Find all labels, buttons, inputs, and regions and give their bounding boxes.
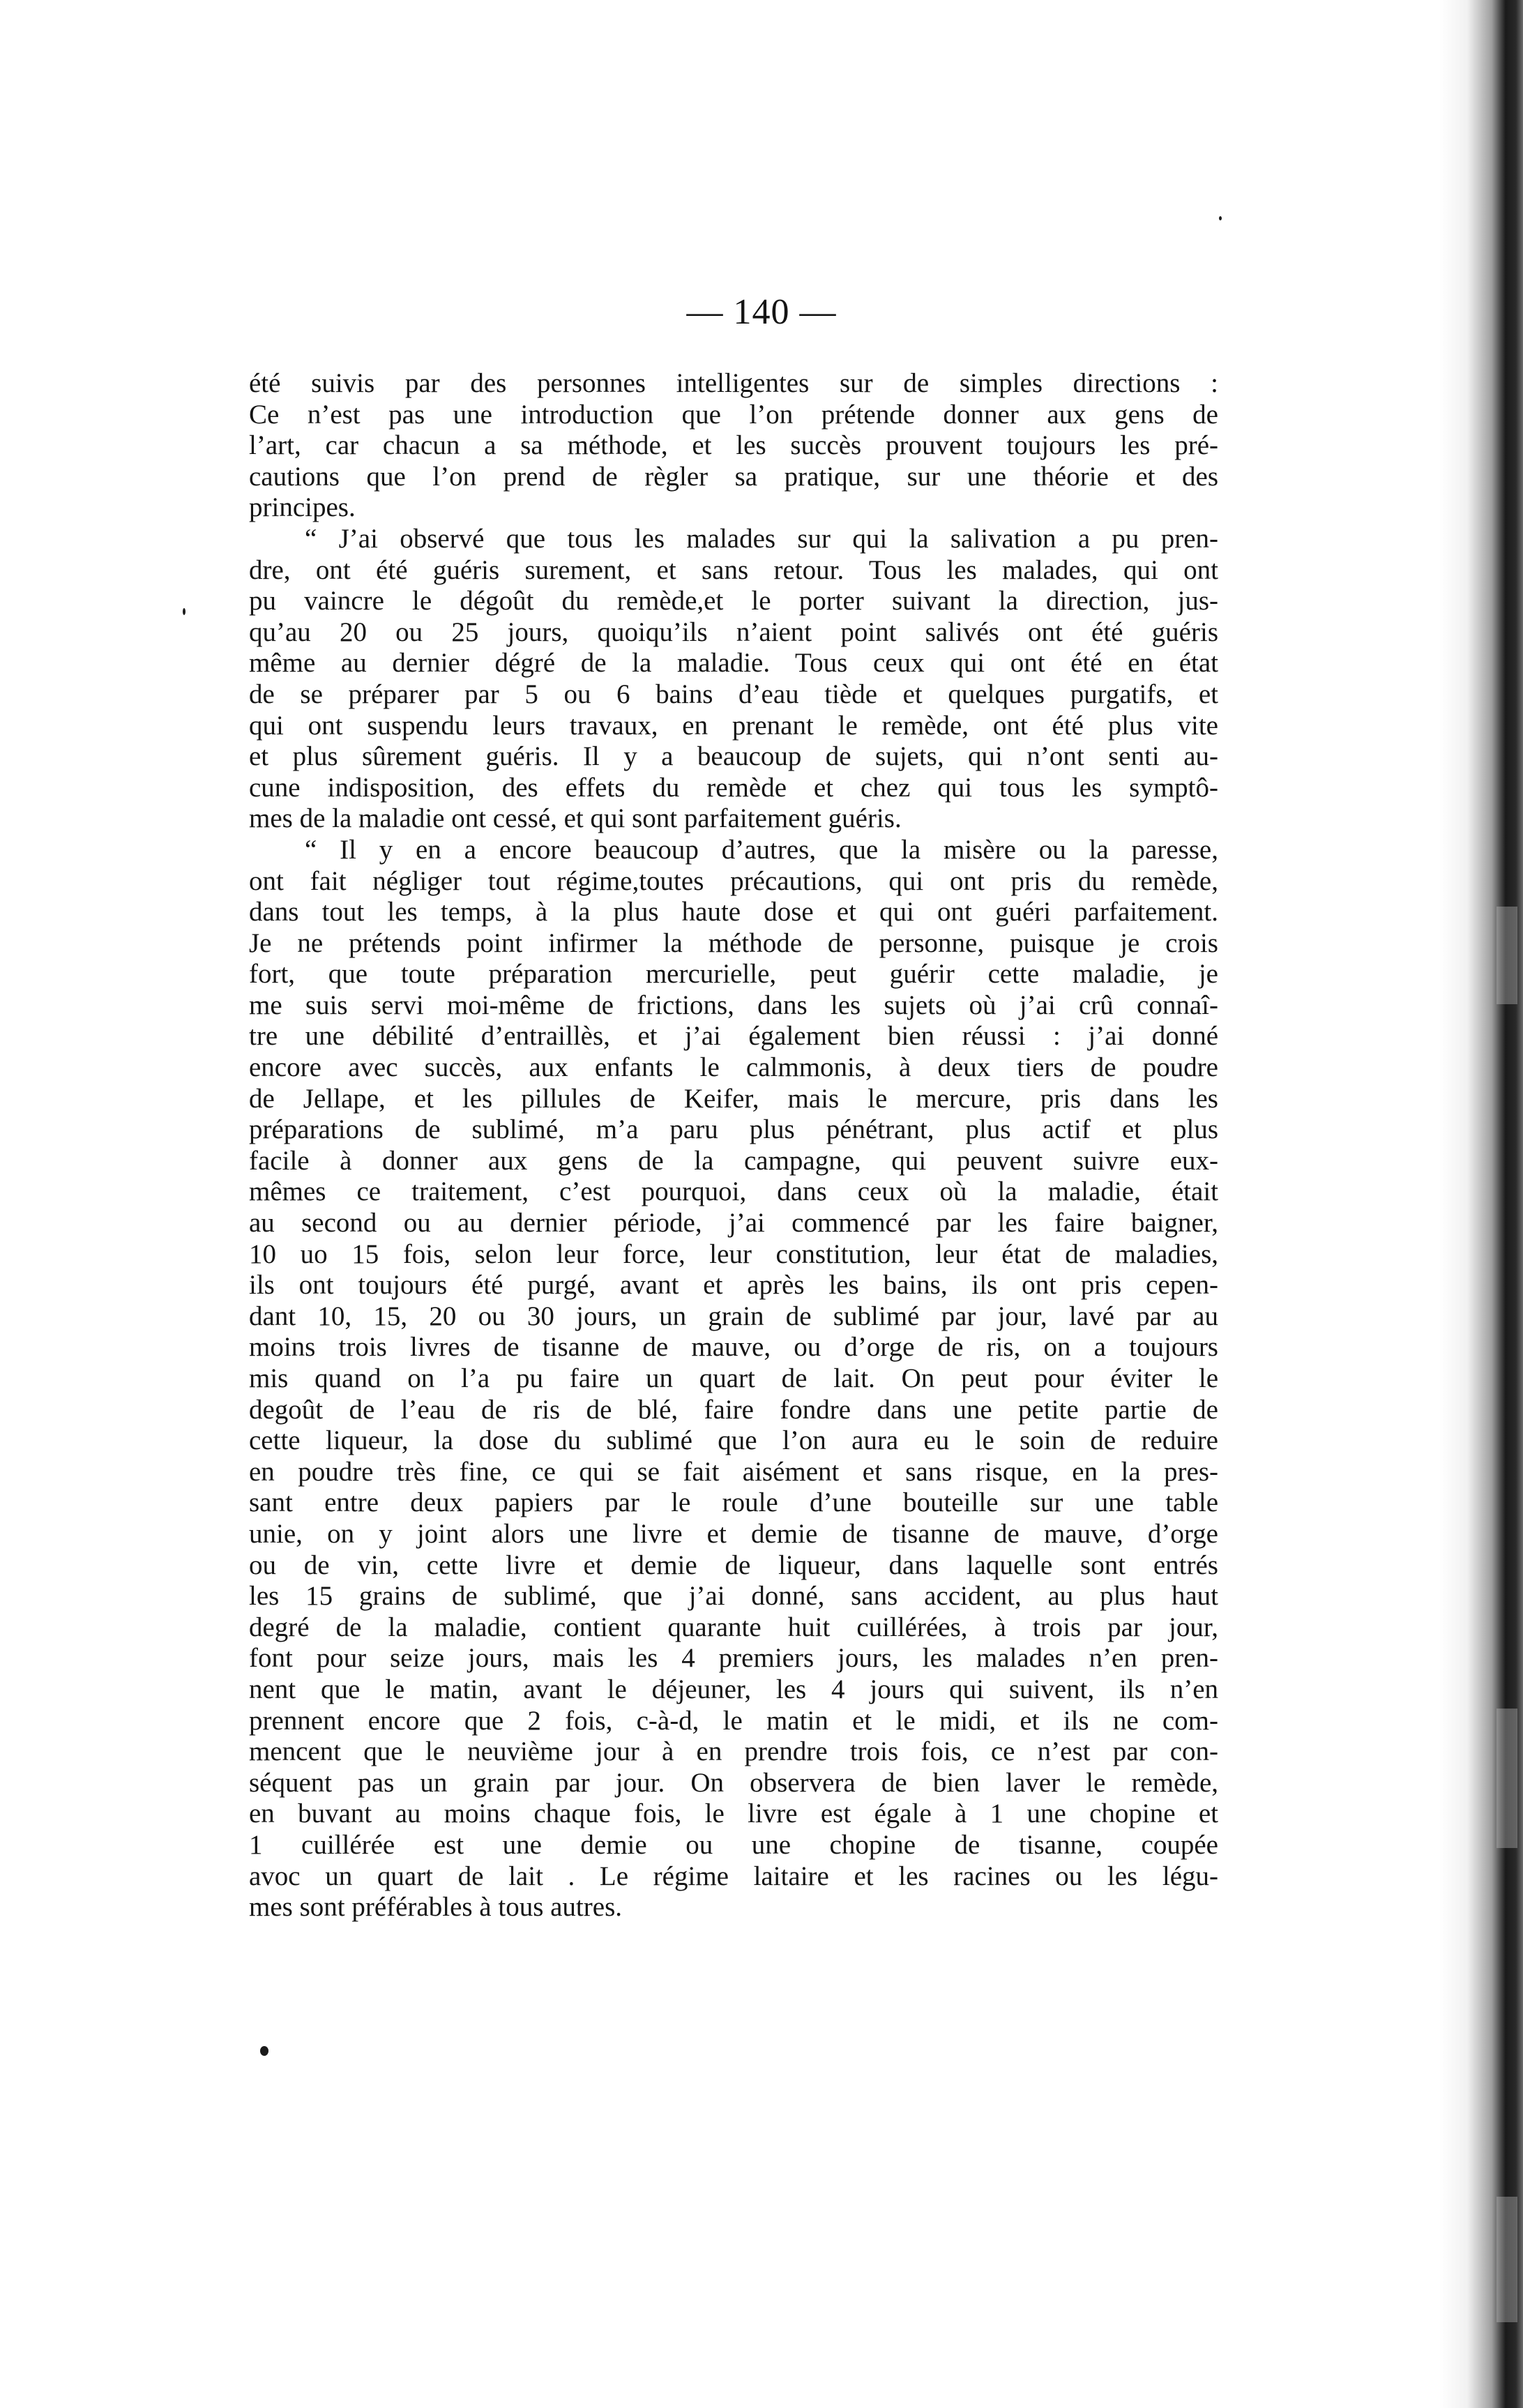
text-line: cautions que l’on prend de règler sa pratique, sur une théorie et des	[249, 461, 1218, 492]
text-line: Je ne prétends point infirmer la méthode de personne, puisque je crois	[249, 927, 1218, 958]
text-line: les 15 grains de sublimé, que j’ai donné, sans accident, au plus haut	[249, 1581, 1218, 1612]
text-line: dans tout les temps, à la plus haute dose et qui ont guéri parfaitement.	[249, 897, 1218, 927]
text-line: nent que le matin, avant le déjeuner, les 4 jours qui suivent, ils n’en	[249, 1674, 1218, 1704]
text-line: avoc un quart de lait . Le régime laitaire et les racines ou les légu-	[249, 1861, 1218, 1891]
text-line: 10 uo 15 fois, selon leur force, leur constitution, leur état de maladies,	[249, 1239, 1218, 1269]
text-line: mencent que le neuvième jour à en prendre trois fois, ce n’est par con-	[249, 1736, 1218, 1767]
text-line: ou de vin, cette livre et demie de liqueur, dans laquelle sont entrés	[249, 1550, 1218, 1580]
page-number: — 140 —	[686, 292, 837, 332]
text-line: l’art, car chacun a sa méthode, et les succès prouvent toujours les pré-	[249, 430, 1218, 461]
text-line: 1 cuillérée est une demie ou une chopine de tisanne, coupée	[249, 1829, 1218, 1860]
text-line: ils ont toujours été purgé, avant et après les bains, ils ont pris cepen-	[249, 1270, 1218, 1301]
text-line: me suis servi moi-même de frictions, dans les sujets où j’ai crû connaî-	[249, 990, 1218, 1020]
text-line: mes de la maladie ont cessé, et qui sont parfaitement guéris.	[249, 803, 902, 834]
text-line: “ J’ai observé que tous les malades sur qui la salivation a pu pren-	[305, 523, 1218, 554]
text-line: moins trois livres de tisanne de mauve, ou d’orge de ris, on a toujours	[249, 1332, 1218, 1363]
text-line: “ Il y en a encore beaucoup d’autres, que la misère ou la paresse,	[305, 834, 1218, 865]
text-line: degoût de l’eau de ris de blé, faire fondre dans une petite partie de	[249, 1394, 1218, 1425]
text-line: et plus sûrement guéris. Il y a beaucoup de sujets, qui n’ont senti au-	[249, 741, 1218, 772]
text-line: même au dernier dégré de la maladie. Tous ceux qui ont été en état	[249, 648, 1218, 679]
text-line: fort, que toute préparation mercurielle, peut guérir cette maladie, je	[249, 959, 1218, 990]
text-line: Ce n’est pas une introduction que l’on prétende donner aux gens de	[249, 399, 1218, 430]
binding-edge-highlight	[1497, 2197, 1517, 2322]
body-text	[249, 368, 1218, 1923]
text-line: prennent encore que 2 fois, c-à-d, le matin et le midi, et ils ne com-	[249, 1705, 1218, 1736]
binding-edge	[1439, 0, 1523, 2408]
text-line: qu’au 20 ou 25 jours, quoiqu’ils n’aient point salivés ont été guéris	[249, 616, 1218, 647]
text-line: dre, ont été guéris surement, et sans retour. Tous les malades, qui ont	[249, 554, 1218, 585]
text-line: facile à donner aux gens de la campagne, qui peuvent suivre eux-	[249, 1145, 1218, 1176]
text-line: tre une débilité d’entraillès, et j’ai également bien réussi : j’ai donné	[249, 1021, 1218, 1052]
text-line: préparations de sublimé, m’a paru plus pénétrant, plus actif et plus	[249, 1114, 1218, 1145]
binding-edge-highlight	[1497, 1709, 1517, 1848]
text-line: en buvant au moins chaque fois, le livre est égale à 1 une chopine et	[249, 1799, 1218, 1829]
text-line: qui ont suspendu leurs travaux, en prenant le remède, ont été plus vite	[249, 710, 1218, 741]
text-line: en poudre très fine, ce qui se fait aisément et sans risque, en la pres-	[249, 1456, 1218, 1487]
text-line: principes.	[249, 492, 356, 523]
text-line: font pour seize jours, mais les 4 premiers jours, les malades n’en pren-	[249, 1643, 1218, 1674]
text-line: de se préparer par 5 ou 6 bains d’eau tiède et quelques purgatifs, et	[249, 679, 1218, 709]
text-line: été suivis par des personnes intelligentes sur de simples directions :	[249, 368, 1218, 398]
text-line: mes sont préférables à tous autres.	[249, 1892, 622, 1923]
binding-edge-highlight	[1497, 907, 1517, 1004]
text-line: dant 10, 15, 20 ou 30 jours, un grain de sublimé par jour, lavé par au	[249, 1301, 1218, 1331]
text-line: degré de la maladie, contient quarante huit cuillérées, à trois par jour,	[249, 1612, 1218, 1642]
text-line: ont fait négliger tout régime,toutes précautions, qui ont pris du remède,	[249, 865, 1218, 896]
text-line: au second ou au dernier période, j’ai commencé par les faire baigner,	[249, 1208, 1218, 1239]
text-line: cune indisposition, des effets du remède et chez qui tous les symptô-	[249, 772, 1218, 803]
ink-speck	[260, 2046, 268, 2056]
ink-speck	[1219, 216, 1222, 220]
text-line: mis quand on l’a pu faire un quart de lait. On peut pour éviter le	[249, 1363, 1218, 1393]
ink-speck	[183, 608, 185, 615]
text-line: sant entre deux papiers par le roule d’une bouteille sur une table	[249, 1487, 1218, 1518]
text-line: encore avec succès, aux enfants le calmmonis, à deux tiers de poudre	[249, 1052, 1218, 1083]
text-line: unie, on y joint alors une livre et demie de tisanne de mauve, d’orge	[249, 1518, 1218, 1549]
text-line: séquent pas un grain par jour. On observera de bien laver le remède,	[249, 1767, 1218, 1798]
text-line: de Jellape, et les pillules de Keifer, mais le mercure, pris dans les	[249, 1083, 1218, 1114]
text-line: cette liqueur, la dose du sublimé que l’on aura eu le soin de reduire	[249, 1425, 1218, 1456]
text-line: pu vaincre le dégoût du remède,et le porter suivant la direction, jus-	[249, 586, 1218, 616]
text-line: mêmes ce traitement, c’est pourquoi, dans ceux où la maladie, était	[249, 1176, 1218, 1207]
